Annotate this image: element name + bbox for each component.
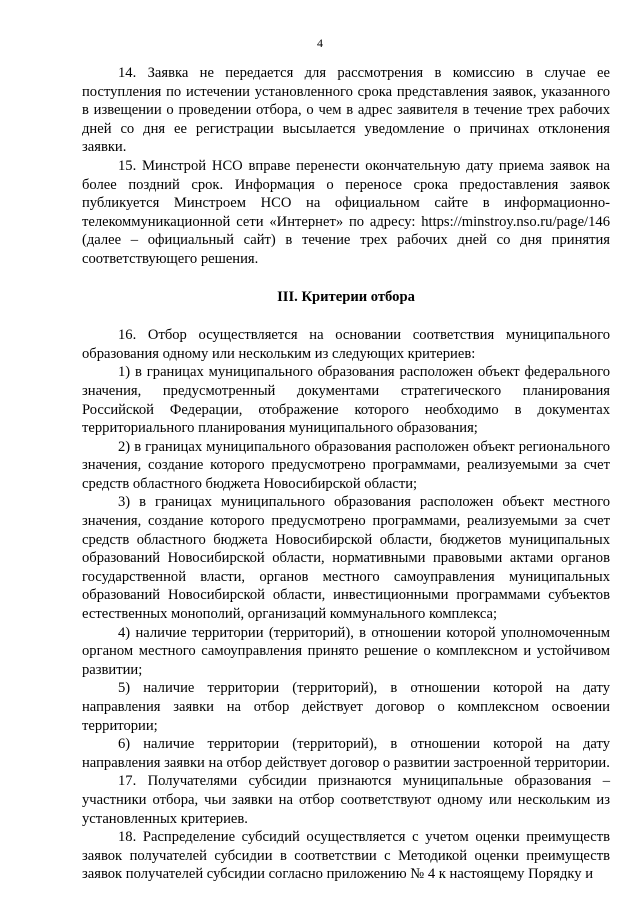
criterion-2: 2) в границах муниципального образования расположен объект регионального значения, создание которого предусмотрено программами, реализуемыми за счет средств областного бюджета Новосибирской области; — [82, 438, 610, 492]
paragraph-15: 15. Минстрой НСО вправе перенести окончательную дату приема заявок на более поздний срок. Информация о переносе срока предоставления заявок публикуется Минстроем НСО на официальном сайте в информационно-телекоммуникационной сети «Интернет» по адресу: https://minstroy.nso.ru/page/146 (далее – официальный сайт) в течение трех рабочих дней со дня принятия соответствующего решения. — [82, 157, 610, 267]
section-heading: III. Критерии отбора — [277, 288, 415, 305]
paragraph-14: 14. Заявка не передается для рассмотрения в комиссию в случае ее поступления по истечении установленного срока представления заявок, указанного в извещении о проведении отбора, о чем в адрес заявителя в течение трех рабочих дней со дня ее регистрации высылается уведомление о причинах отклонения заявки. — [82, 65, 610, 156]
page-number: 4 — [317, 36, 323, 50]
paragraph-18: 18. Распределение субсидий осуществляется с учетом оценки преимуществ заявок получателей субсидии в соответствии с Методикой оценки преимуществ заявок получателей субсидии согласно приложению № 4 к настоящему Порядку и — [82, 829, 610, 883]
criterion-4: 4) наличие территории (территорий), в отношении которой уполномоченным органом местного самоуправления принято решение о комплексном и устойчивом развитии; — [82, 624, 610, 678]
paragraph-17: 17. Получателями субсидии признаются муниципальные образования – участники отбора, чьи заявки на отбор соответствуют одному или нескольким из установленных критериев. — [82, 773, 610, 827]
criterion-3: 3) в границах муниципального образования расположен объект местного значения, создание которого предусмотрено программами, реализуемыми за счет средств областного бюджета Новосибирской области, бюджетов муниципальных образований Новосибирской области, нормативными правовыми актами органов государственной власти, органов местного самоуправления муниципальных образований Новосибирской области, инвестиционными программами субъектов естественных монополий, организаций коммунального комплекса; — [82, 494, 610, 623]
criterion-5: 5) наличие территории (территорий), в отношении которой на дату направления заявки на отбор действует договор о комплексном освоении территории; — [82, 680, 610, 734]
paragraph-16: 16. Отбор осуществляется на основании соответствия муниципального образования одному или нескольким из следующих критериев: — [82, 327, 610, 362]
document-body — [82, 64, 610, 884]
criterion-6: 6) наличие территории (территорий), в отношении которой на дату направления заявки на отбор действует договор о развитии застроенной территории. — [82, 736, 610, 771]
criterion-1: 1) в границах муниципального образования расположен объект федерального значения, предусмотренный документами стратегического планирования Российской Федерации, отображение которого необходимо в документах территориального планирования муниципального образования; — [82, 364, 610, 437]
